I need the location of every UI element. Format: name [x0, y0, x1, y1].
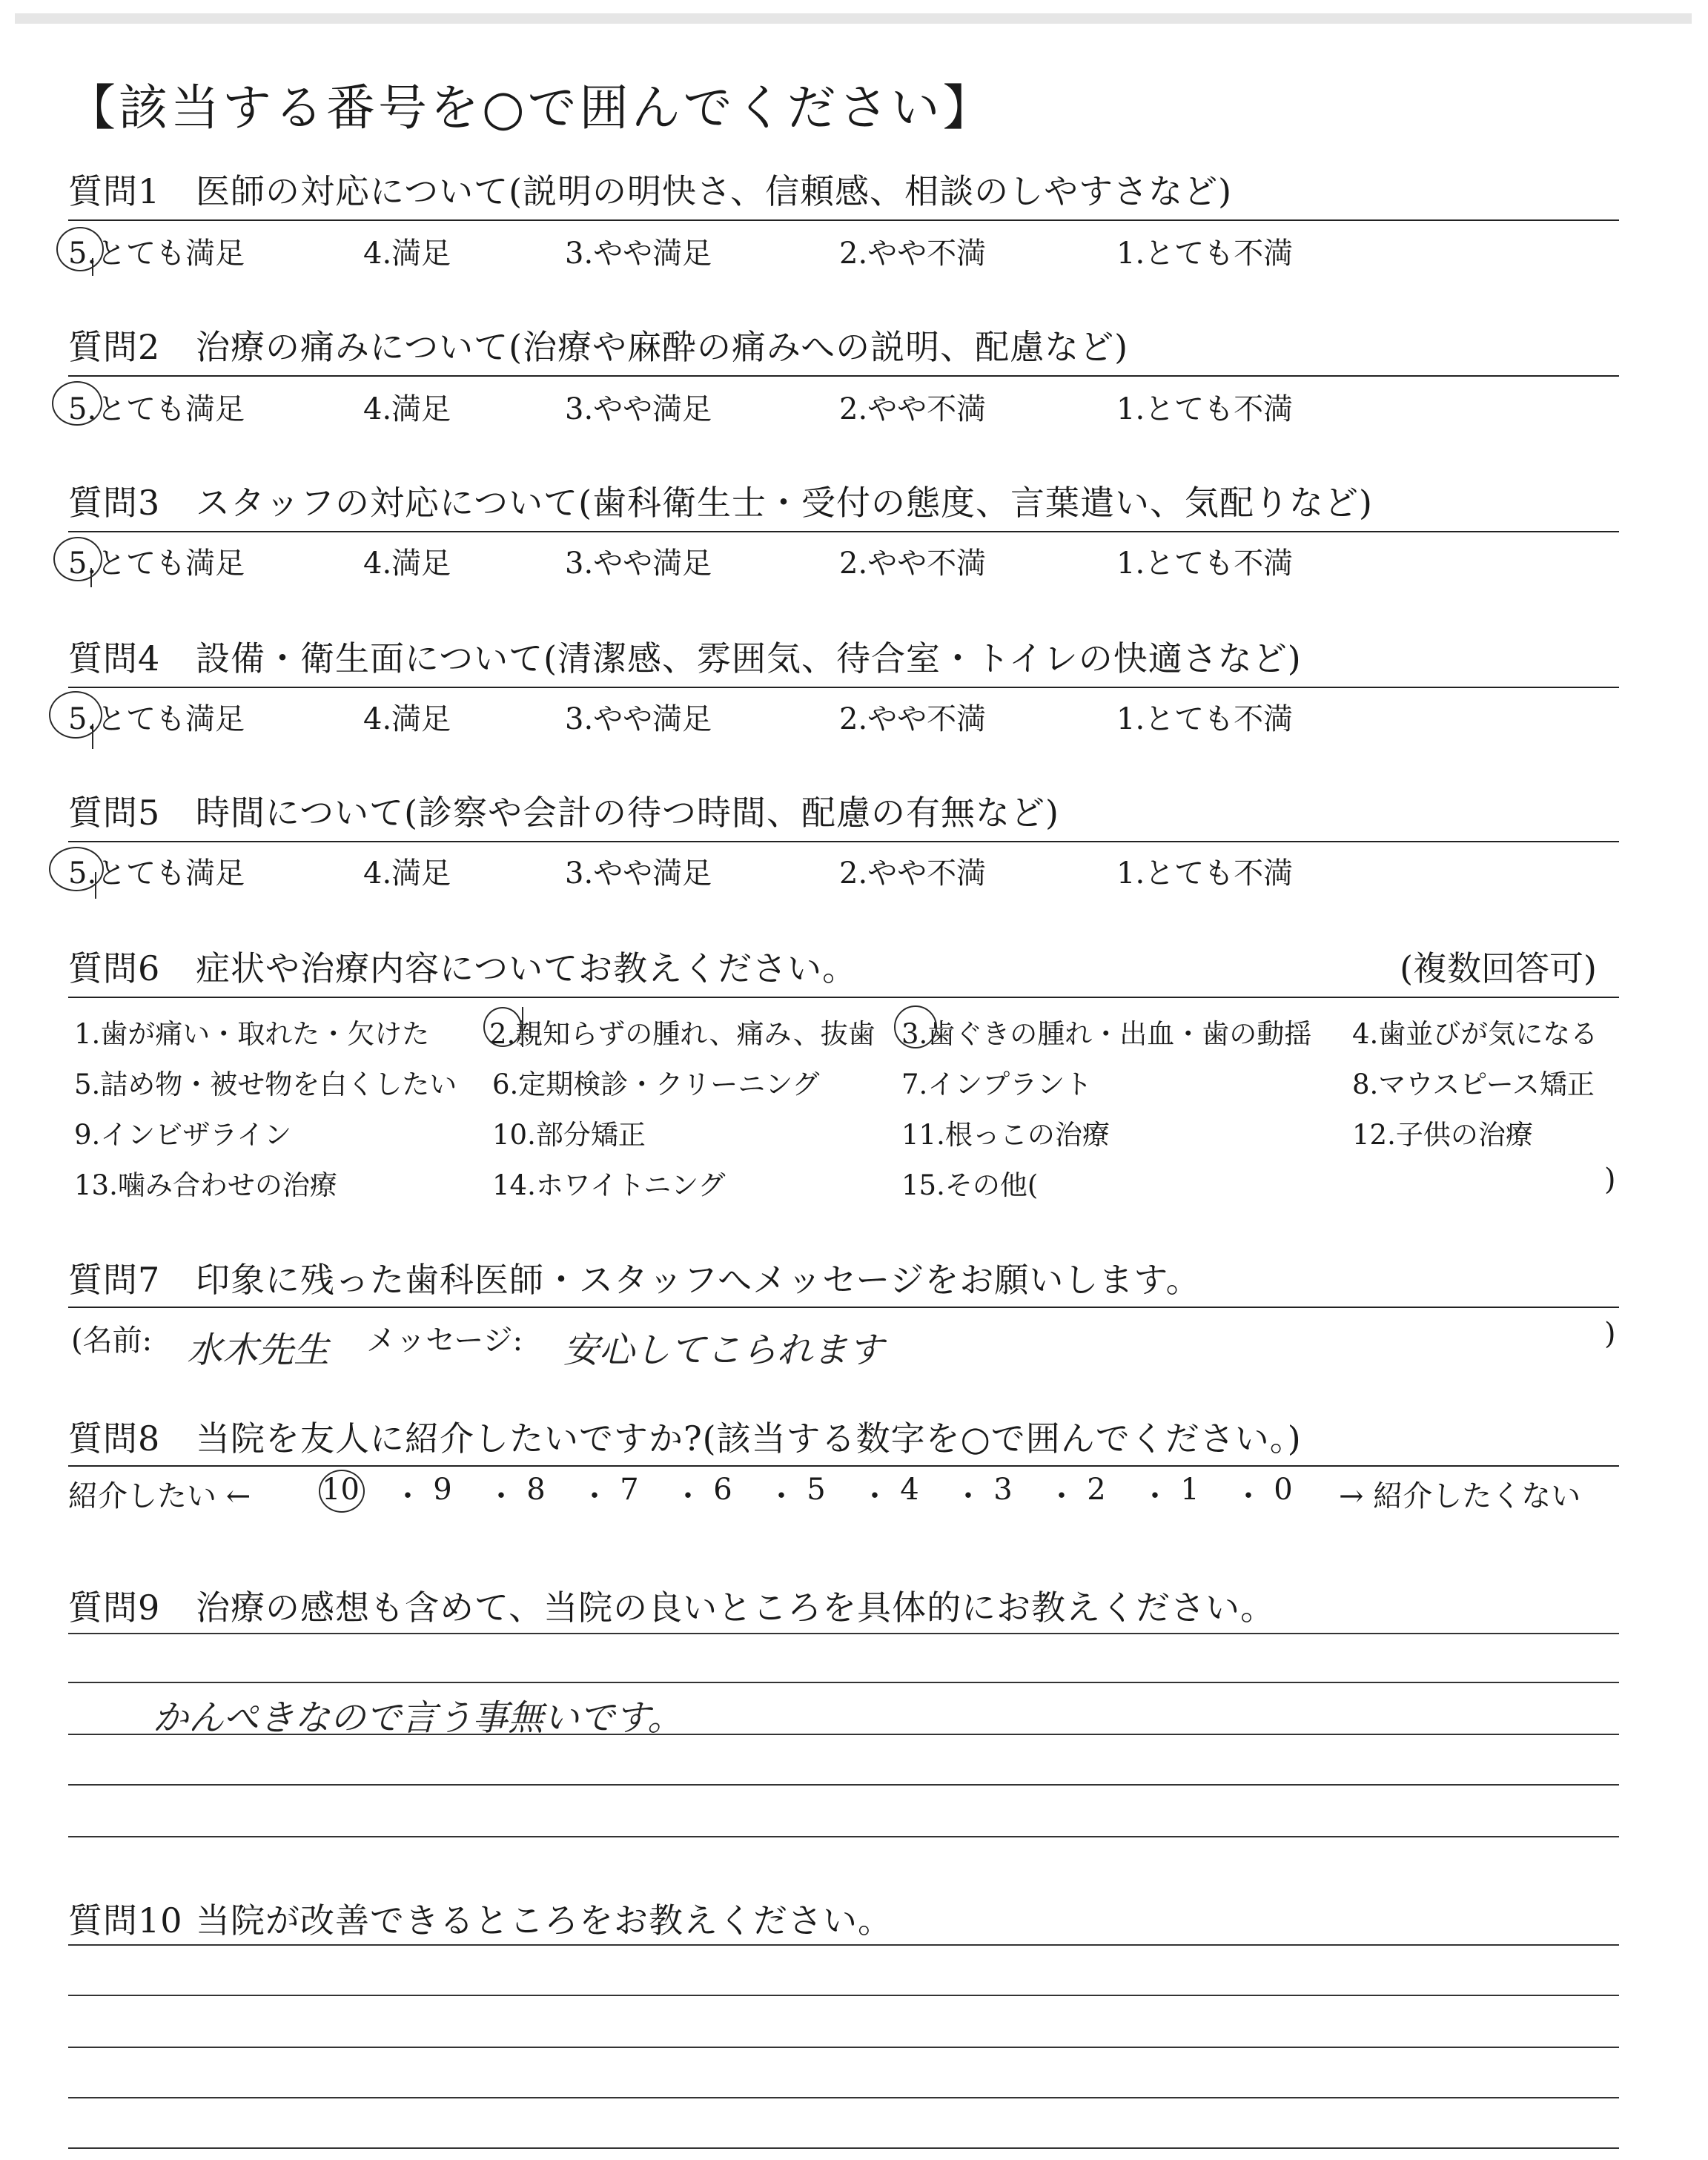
q9-line-3 [68, 1734, 1619, 1735]
question-7-rule [68, 1307, 1619, 1308]
q6-option-11[interactable]: 11.根っこの治療 [901, 1119, 1110, 1151]
q5-option-2[interactable]: 2.やや不満 [839, 856, 987, 891]
q10-line-4 [68, 2097, 1619, 2098]
q4-option-3[interactable]: 3.やや満足 [565, 702, 712, 736]
scale-0[interactable]: 0 [1274, 1473, 1293, 1507]
q4-option-2[interactable]: 2.やや不満 [839, 702, 987, 736]
q5-option-5[interactable]: 5.とても満足 [68, 856, 245, 891]
q7-message-handwritten[interactable]: 安心してこられます [563, 1330, 884, 1371]
q4-option-1[interactable]: 1.とても不満 [1116, 702, 1294, 736]
question-1: 質問1 医師の対応について(説明の明快さ、信頼感、相談のしやすさなど) [68, 171, 1233, 211]
q6-circle-2 [483, 1007, 522, 1047]
q7-name-handwritten[interactable]: 水木先生 [187, 1330, 330, 1371]
scale-dot: ・ [486, 1479, 516, 1513]
q6-option-7[interactable]: 7.インプラント [901, 1069, 1093, 1100]
scale-dot: ・ [673, 1479, 703, 1513]
page-heading: 【該当する番号を○で囲んでください】 [67, 79, 995, 136]
scale-dot: ・ [1140, 1479, 1170, 1513]
q2-option-3[interactable]: 3.やや満足 [565, 392, 712, 426]
q7-message-label: メッセージ: [366, 1324, 523, 1358]
scale-2[interactable]: 2 [1087, 1473, 1106, 1507]
question-5: 質問5 時間について(診察や会計の待つ時間、配慮の有無など) [68, 793, 1059, 833]
scale-dot: ・ [953, 1479, 983, 1513]
q6-circle-tail-2 [522, 1007, 523, 1047]
question-1-rule [68, 219, 1619, 221]
question-6-rule [68, 997, 1619, 998]
q3-option-3[interactable]: 3.やや満足 [565, 546, 712, 581]
scale-dot: ・ [580, 1479, 609, 1513]
q10-line-3 [68, 2047, 1619, 2048]
q1-option-1[interactable]: 1.とても不満 [1116, 237, 1294, 271]
q2-option-1[interactable]: 1.とても不満 [1116, 392, 1294, 426]
question-6: 質問6 症状や治療内容についてお教えください。 [68, 948, 858, 988]
scale-5[interactable]: 5 [807, 1473, 826, 1507]
q6-option-14[interactable]: 14.ホワイトニング [492, 1169, 726, 1201]
q6-option-13[interactable]: 13.噛み合わせの治療 [74, 1169, 337, 1201]
q9-line-2 [68, 1682, 1619, 1683]
q6-option-8[interactable]: 8.マウスピース矯正 [1352, 1069, 1595, 1100]
scale-8[interactable]: 8 [526, 1473, 546, 1507]
scale-dot: ・ [860, 1479, 890, 1513]
scale-right-label: → 紹介したくない [1339, 1479, 1581, 1513]
q6-option-2[interactable]: 2.親知らずの腫れ、痛み、抜歯 [489, 1018, 875, 1050]
question-10: 質問10 当院が改善できるところをお教えください。 [68, 1900, 893, 1941]
scale-dot: ・ [1047, 1479, 1076, 1513]
question-9: 質問9 治療の感想も含めて、当院の良いところを具体的にお教えください。 [68, 1588, 1276, 1628]
q6-option-15[interactable]: 15.その他( [901, 1169, 1039, 1201]
question-4-rule [68, 687, 1619, 688]
scale-4[interactable]: 4 [900, 1473, 919, 1507]
question-7: 質問7 印象に残った歯科医師・スタッフへメッセージをお願いします。 [68, 1260, 1201, 1300]
q6-option-6[interactable]: 6.定期検診・クリーニング [492, 1069, 820, 1100]
q6-option-12[interactable]: 12.子供の治療 [1352, 1119, 1533, 1151]
multiple-answer-note: (複数回答可) [1400, 948, 1597, 988]
question-3: 質問3 スタッフの対応について(歯科衛生士・受付の態度、言葉遣い、気配りなど) [68, 483, 1373, 523]
q9-line-5 [68, 1836, 1619, 1837]
scale-dot: ・ [1234, 1479, 1263, 1513]
q6-option-9[interactable]: 9.インビザライン [74, 1119, 292, 1151]
q6-option-10[interactable]: 10.部分矯正 [492, 1119, 646, 1151]
question-8: 質問8 当院を友人に紹介したいですか?(該当する数字を○で囲んでください。) [68, 1418, 1302, 1459]
scale-6[interactable]: 6 [713, 1473, 732, 1507]
q6-other-close: ) [1604, 1163, 1616, 1197]
q5-option-3[interactable]: 3.やや満足 [565, 856, 712, 891]
q3-option-4[interactable]: 4.満足 [363, 546, 451, 581]
scale-left-label: 紹介したい ← [68, 1479, 251, 1513]
q2-option-2[interactable]: 2.やや不満 [839, 392, 987, 426]
q6-option-4[interactable]: 4.歯並びが気になる [1352, 1018, 1598, 1050]
scale-circle-10 [319, 1470, 365, 1513]
question-2-rule [68, 375, 1619, 377]
q1-option-2[interactable]: 2.やや不満 [839, 237, 987, 271]
scale-7[interactable]: 7 [620, 1473, 639, 1507]
q6-circle-3 [894, 1005, 937, 1048]
q1-option-3[interactable]: 3.やや満足 [565, 237, 712, 271]
q1-option-4[interactable]: 4.満足 [363, 237, 451, 271]
question-5-rule [68, 841, 1619, 842]
question-4: 質問4 設備・衛生面について(清潔感、雰囲気、待合室・トイレの快適さなど) [68, 638, 1302, 678]
q6-option-5[interactable]: 5.詰め物・被せ物を白くしたい [74, 1069, 457, 1100]
q3-option-2[interactable]: 2.やや不満 [839, 546, 987, 581]
scale-9[interactable]: 9 [433, 1473, 452, 1507]
q4-option-5[interactable]: 5.とても満足 [68, 702, 245, 736]
q10-line-2 [68, 1995, 1619, 1996]
scan-edge [15, 13, 1692, 24]
scale-10[interactable]: 10 [322, 1473, 360, 1507]
q7-close: ) [1604, 1317, 1616, 1351]
q4-option-4[interactable]: 4.満足 [363, 702, 451, 736]
scale-1[interactable]: 1 [1180, 1473, 1199, 1507]
q9-line-1 [68, 1633, 1619, 1634]
scale-dot: ・ [767, 1479, 796, 1513]
q10-line-5 [68, 2147, 1619, 2149]
q5-option-1[interactable]: 1.とても不満 [1116, 856, 1294, 891]
q9-answer-handwritten[interactable]: かんぺきなので言う事無いです。 [153, 1697, 683, 1739]
q10-line-1 [68, 1944, 1619, 1946]
scale-3[interactable]: 3 [993, 1473, 1013, 1507]
q2-option-4[interactable]: 4.満足 [363, 392, 451, 426]
q6-option-3[interactable]: 3.歯ぐきの腫れ・出血・歯の動揺 [901, 1018, 1312, 1050]
q3-option-1[interactable]: 1.とても不満 [1116, 546, 1294, 581]
question-3-rule [68, 531, 1619, 532]
scale-dot: ・ [393, 1479, 423, 1513]
q2-option-5[interactable]: 5.とても満足 [68, 392, 245, 426]
question-8-rule [68, 1465, 1619, 1467]
q3-option-5[interactable]: 5.とても満足 [68, 546, 245, 581]
q1-option-5[interactable]: 5.とても満足 [68, 237, 245, 271]
q6-option-1[interactable]: 1.歯が痛い・取れた・欠けた [74, 1018, 430, 1050]
q5-option-4[interactable]: 4.満足 [363, 856, 451, 891]
q7-name-label: (名前: [71, 1324, 153, 1358]
question-2: 質問2 治療の痛みについて(治療や麻酔の痛みへの説明、配慮など) [68, 327, 1129, 367]
q9-line-4 [68, 1784, 1619, 1786]
